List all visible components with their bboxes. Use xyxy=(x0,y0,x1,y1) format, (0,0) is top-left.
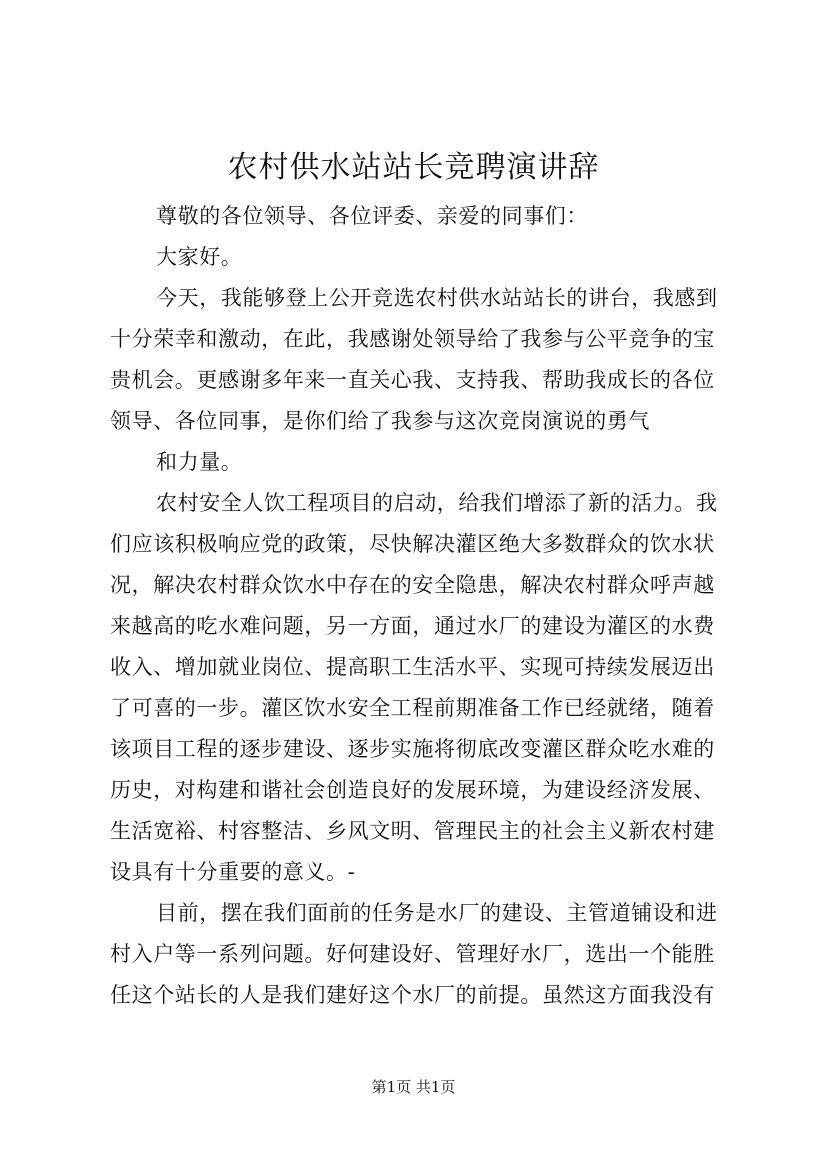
paragraph-line: 大家好。 xyxy=(156,245,243,269)
paragraph-line: 们应该积极响应党的政策，尽快解决灌区绝大多数群众的饮水状 xyxy=(110,532,715,556)
paragraph-line: 该项目工程的逐步建设、逐步实施将彻底改变灌区群众吃水难的 xyxy=(110,737,715,761)
paragraph-line: 今天，我能够登上公开竞选农村供水站站长的讲台，我感到 xyxy=(156,286,718,310)
paragraph-line: 和力量。 xyxy=(156,450,243,474)
paragraph-line: 况，解决农村群众饮水中存在的安全隐患，解决农村群众呼声越 xyxy=(110,573,715,597)
paragraph-line: 历史，对构建和谐社会创造良好的发展环境，为建设经济发展、 xyxy=(110,778,715,802)
paragraph-line: 设具有十分重要的意义。- xyxy=(110,860,356,884)
paragraph-line: 十分荣幸和激动，在此，我感谢处领导给了我参与公平竞争的宝 xyxy=(110,327,715,351)
document-title: 农村供水站站长竞聘演讲辞 xyxy=(227,150,600,185)
paragraph-line: 领导、各位同事，是你们给了我参与这次竞岗演说的勇气 xyxy=(110,409,650,433)
paragraph-line: 收入、增加就业岗位、提高职工生活水平、实现可持续发展迈出 xyxy=(110,655,715,679)
paragraph-line: 任这个站长的人是我们建好这个水厂的前提。虽然这方面我没有 xyxy=(110,983,715,1007)
page-footer: 第1页 共1页 xyxy=(371,1078,456,1096)
paragraph-line: 生活宽裕、村容整洁、乡风文明、管理民主的社会主义新农村建 xyxy=(110,819,715,843)
paragraph-line: 目前，摆在我们面前的任务是水厂的建设、主管道铺设和进 xyxy=(156,901,718,925)
paragraph-line: 来越高的吃水难问题，另一方面，通过水厂的建设为灌区的水费 xyxy=(110,614,715,638)
paragraph-line: 贵机会。更感谢多年来一直关心我、支持我、帮助我成长的各位 xyxy=(110,368,715,392)
paragraph-line: 村入户等一系列问题。好何建设好、管理好水厂，选出一个能胜 xyxy=(110,942,715,966)
paragraph-line: 农村安全人饮工程项目的启动，给我们增添了新的活力。我 xyxy=(156,491,718,515)
paragraph-line: 了可喜的一步。灌区饮水安全工程前期准备工作已经就绪，随着 xyxy=(110,696,715,720)
document-body xyxy=(110,196,720,1016)
paragraph-line: 尊敬的各位领导、各位评委、亲爱的同事们： xyxy=(156,204,588,228)
